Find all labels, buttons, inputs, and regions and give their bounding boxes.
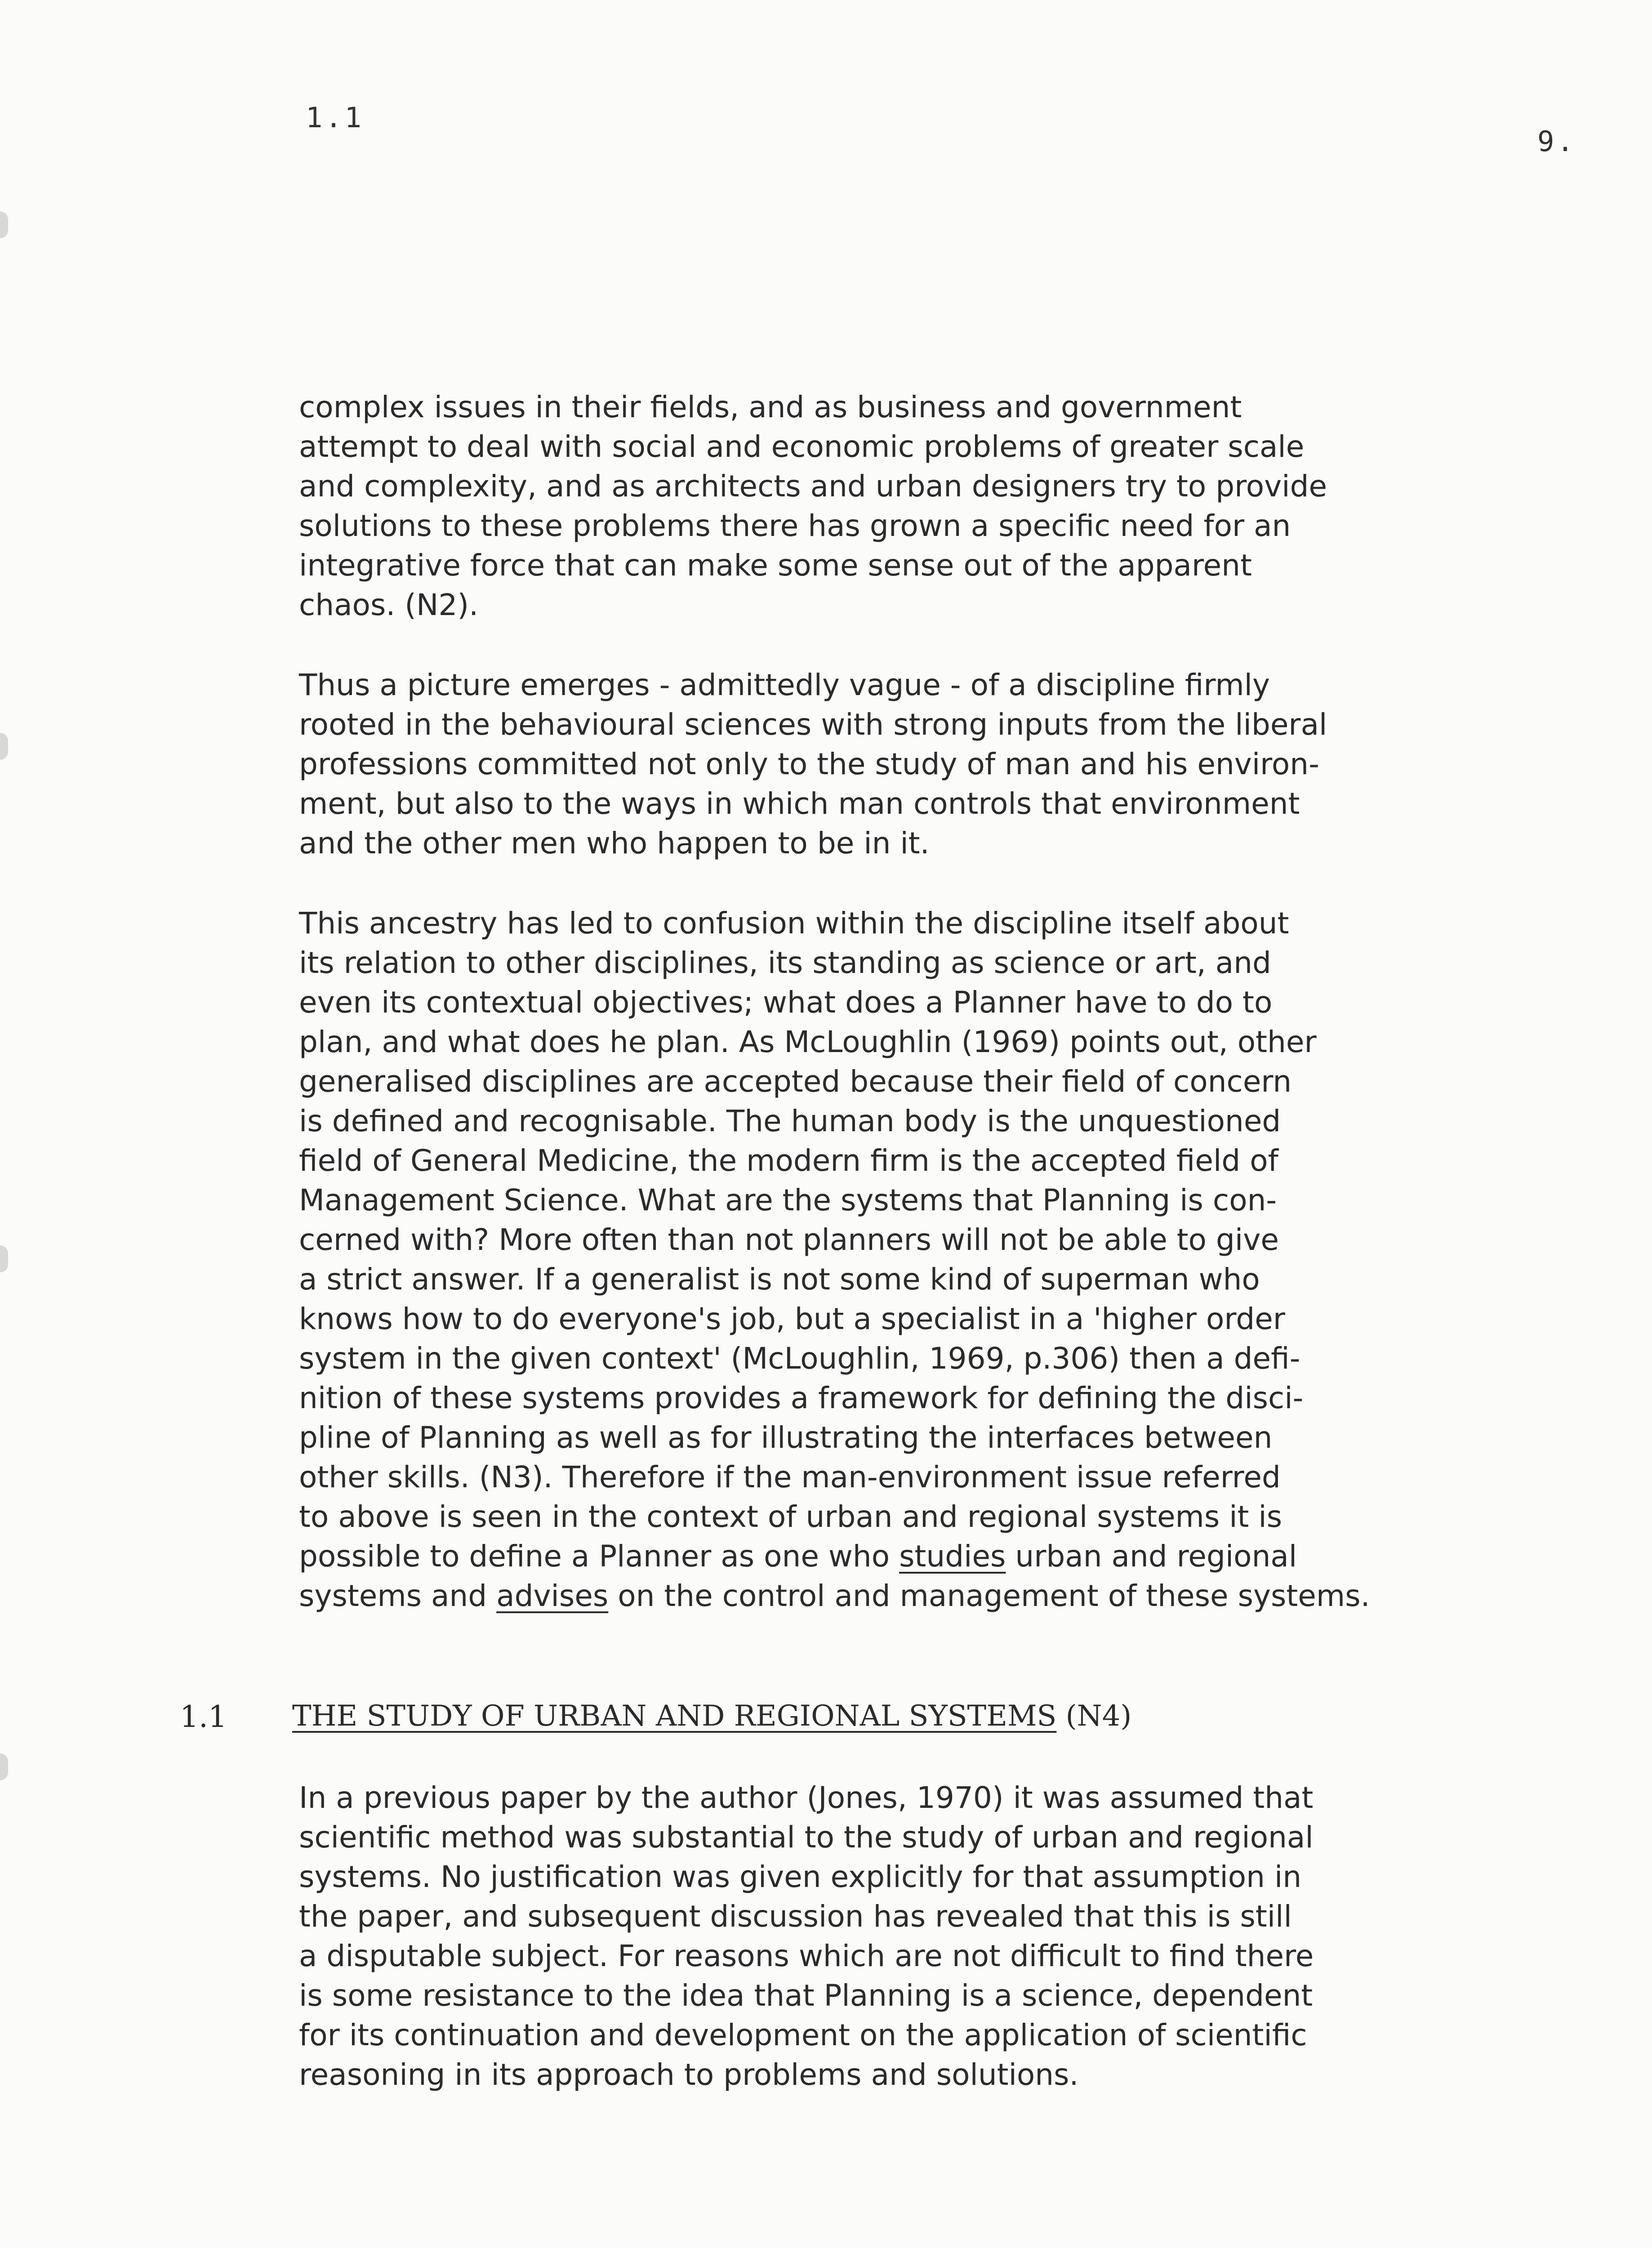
binding-hole-mark bbox=[0, 211, 8, 238]
binding-hole-mark bbox=[0, 1245, 8, 1272]
text-line bbox=[299, 1576, 1522, 1616]
text-run: systems and bbox=[299, 1579, 497, 1613]
text-line: a disputable subject. For reasons which are not difficult to find there bbox=[299, 1939, 1314, 1973]
text-line: pline of Planning as well as for illustrating the interfaces between bbox=[299, 1420, 1273, 1455]
paragraph bbox=[299, 1778, 1522, 2095]
text-line: solutions to these problems there has grown a specific need for an bbox=[299, 508, 1291, 543]
text-line: scientific method was substantial to the study of urban and regional bbox=[299, 1820, 1314, 1855]
text-line: knows how to do everyone's job, but a specialist in a 'higher order bbox=[299, 1302, 1285, 1336]
text-line: cerned with? More often than not planners will not be able to give bbox=[299, 1222, 1279, 1257]
binding-hole-mark bbox=[0, 733, 8, 760]
text-line: field of General Medicine, the modern firm is the accepted field of bbox=[299, 1143, 1278, 1178]
text-line: This ancestry has led to confusion within the discipline itself about bbox=[299, 906, 1289, 941]
section-heading bbox=[292, 1699, 1131, 1733]
text-line: even its contextual objectives; what does a Planner have to do to bbox=[299, 985, 1273, 1020]
text-line: professions committed not only to the study of man and his environ- bbox=[299, 747, 1319, 781]
text-line: complex issues in their fields, and as business and government bbox=[299, 390, 1242, 424]
text-line: In a previous paper by the author (Jones, 1970) it was assumed that bbox=[299, 1780, 1314, 1815]
section-title: THE STUDY OF URBAN AND REGIONAL SYSTEMS bbox=[292, 1699, 1057, 1733]
text-run: on the control and management of these systems. bbox=[608, 1579, 1370, 1613]
paragraph bbox=[299, 665, 1522, 863]
header-section-ref: 1.1 bbox=[306, 101, 364, 134]
text-run: urban and regional bbox=[1006, 1539, 1297, 1574]
text-line: Management Science. What are the systems that Planning is con- bbox=[299, 1183, 1277, 1218]
underlined-term: advises bbox=[496, 1579, 609, 1613]
text-line bbox=[299, 1537, 1522, 1576]
underlined-term: studies bbox=[899, 1539, 1006, 1574]
text-line: plan, and what does he plan. As McLoughlin (1969) points out, other bbox=[299, 1025, 1317, 1059]
section-number: 1.1 bbox=[180, 1699, 227, 1734]
text-line: attempt to deal with social and economic problems of greater scale bbox=[299, 429, 1305, 464]
paragraph bbox=[299, 904, 1522, 1616]
text-line: for its continuation and development on the application of scientific bbox=[299, 2018, 1307, 2052]
text-line: other skills. (N3). Therefore if the man-environment issue referred bbox=[299, 1460, 1281, 1494]
text-line: ment, but also to the ways in which man controls that environment bbox=[299, 786, 1300, 821]
text-line: Thus a picture emerges - admittedly vague - of a discipline firmly bbox=[299, 668, 1270, 702]
section-note-ref: (N4) bbox=[1065, 1699, 1132, 1733]
text-line: a strict answer. If a generalist is not some kind of superman who bbox=[299, 1262, 1260, 1297]
text-line: reasoning in its approach to problems and solutions. bbox=[299, 2057, 1079, 2092]
text-line: systems. No justification was given explicitly for that assumption in bbox=[299, 1860, 1302, 1894]
text-line: its relation to other disciplines, its standing as science or art, and bbox=[299, 946, 1271, 980]
text-line: chaos. (N2). bbox=[299, 588, 479, 622]
text-line: integrative force that can make some sense out of the apparent bbox=[299, 548, 1252, 583]
text-line: is some resistance to the idea that Planning is a science, dependent bbox=[299, 1978, 1313, 2013]
text-line: nition of these systems provides a framework for defining the disci- bbox=[299, 1381, 1304, 1415]
text-line: to above is seen in the context of urban and regional systems it is bbox=[299, 1499, 1282, 1534]
page-number: 9. bbox=[1537, 125, 1576, 158]
text-line: the paper, and subsequent discussion has revealed that this is still bbox=[299, 1899, 1292, 1934]
text-line: and complexity, and as architects and urban designers try to provide bbox=[299, 469, 1327, 504]
binding-hole-mark bbox=[0, 1753, 8, 1780]
text-line: system in the given context' (McLoughlin, 1969, p.306) then a defi- bbox=[299, 1341, 1300, 1376]
text-line: is defined and recognisable. The human body is the unquestioned bbox=[299, 1104, 1281, 1138]
paragraph bbox=[299, 388, 1522, 625]
text-line: generalised disciplines are accepted because their field of concern bbox=[299, 1064, 1292, 1099]
text-line: and the other men who happen to be in it. bbox=[299, 826, 930, 861]
text-run: possible to define a Planner as one who bbox=[299, 1539, 899, 1574]
text-line: rooted in the behavioural sciences with strong inputs from the liberal bbox=[299, 707, 1327, 742]
